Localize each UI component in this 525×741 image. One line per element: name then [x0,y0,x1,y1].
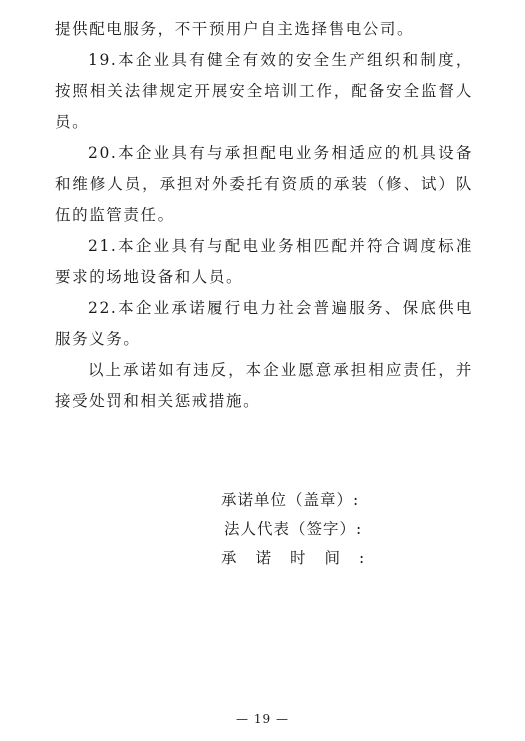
paragraph-item-20: 20.本企业具有与承担配电业务相适应的机具设备和维修人员，承担对外委托有资质的承装（修、试）队伍的监管责任。 [55,144,473,224]
legal-representative-label: 法人代表（签字）: [224,520,363,538]
paragraph-item-22: 22.本企业承诺履行电力社会普遍服务、保底供电服务义务。 [55,299,473,348]
commitment-time-label: 承诺时间: [221,549,384,567]
committing-unit-label: 承诺单位（盖章）: [221,491,360,509]
paragraph-item-19: 19.本企业具有健全有效的安全生产组织和制度，按照相关法律规定开展安全培训工作，配备安全监督人员。 [55,51,473,131]
paragraph-closing-statement: 以上承诺如有违反，本企业愿意承担相应责任，并接受处罚和相关惩戒措施。 [55,361,473,410]
paragraph-item-21: 21.本企业具有与配电业务相匹配并符合调度标准要求的场地设备和人员。 [55,237,473,286]
page-number: — 19 — [236,712,289,726]
signature-block [221,486,441,573]
paragraph-continuation: 提供配电服务，不干预用户自主选择售电公司。 [55,20,415,38]
commitment-body [55,14,473,417]
